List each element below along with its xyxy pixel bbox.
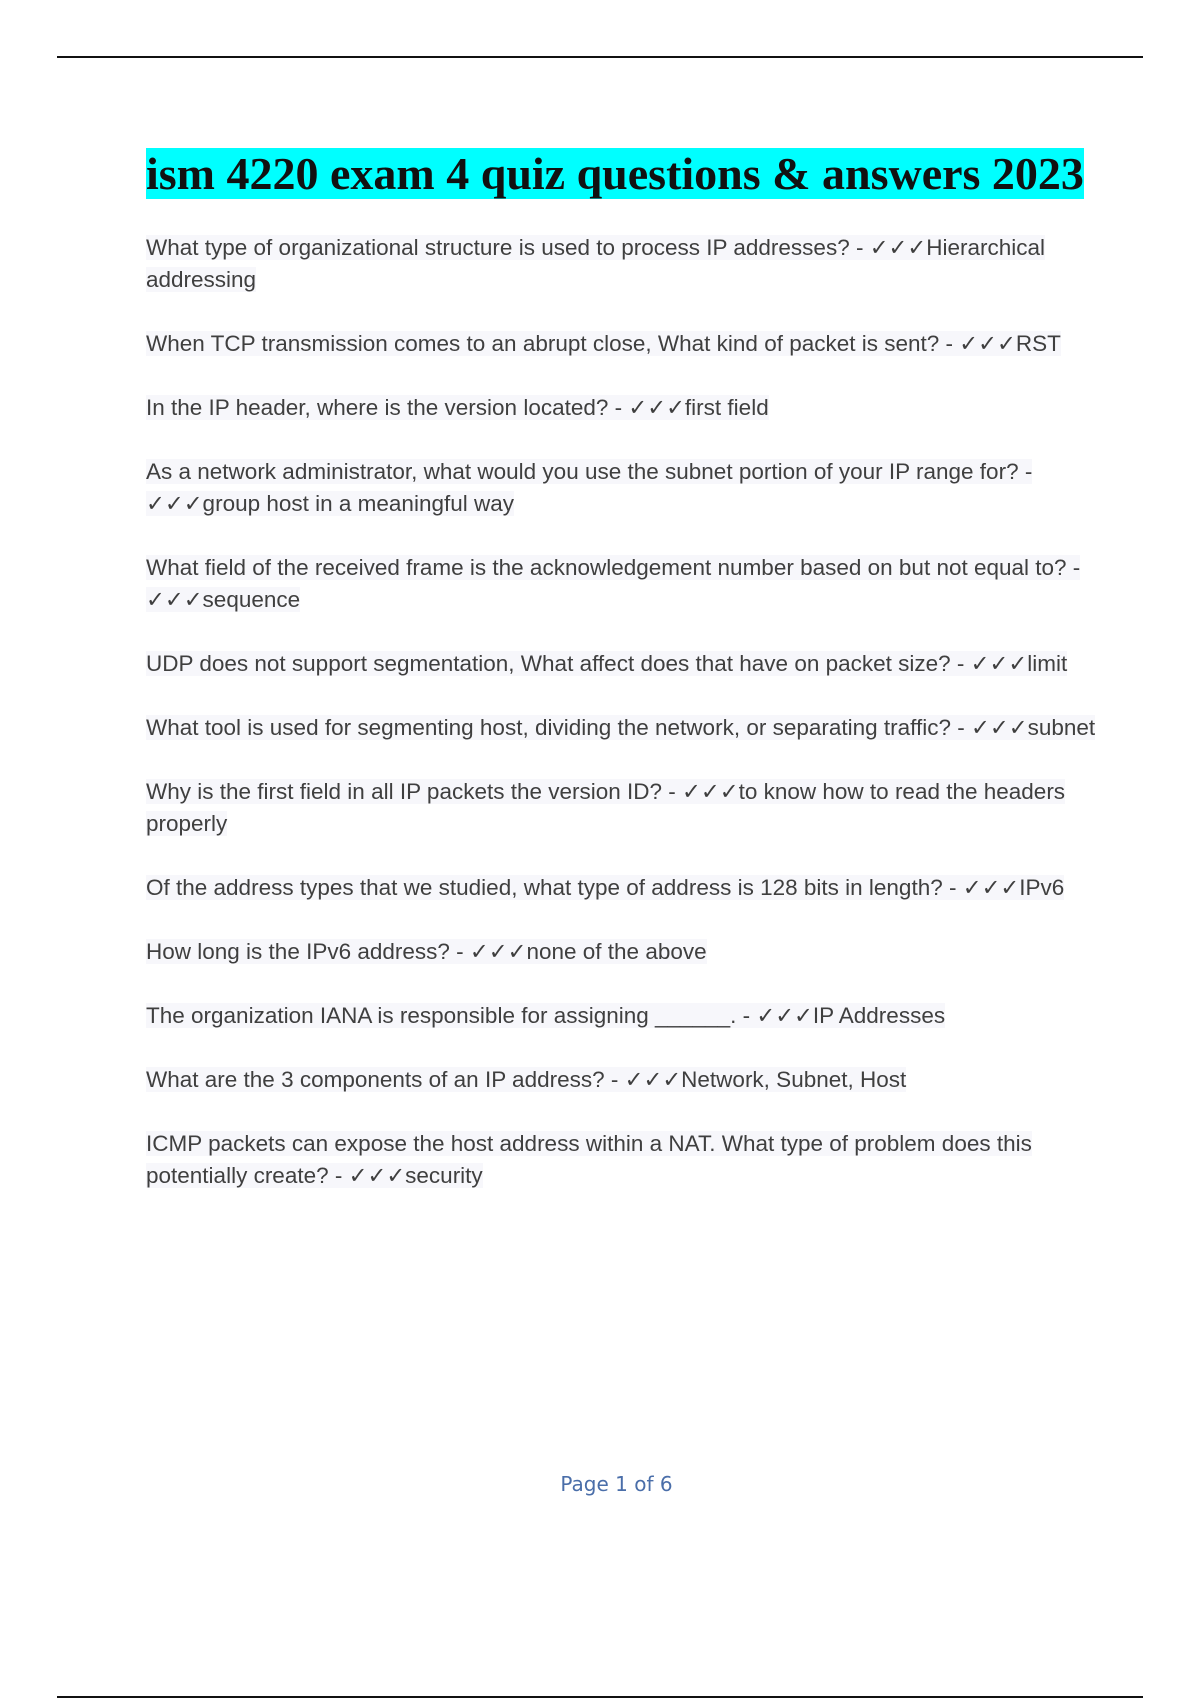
- qa-item-7: What tool is used for segmenting host, dividing the network, or separating traffic? - ✓✓✓subnet: [146, 715, 1096, 740]
- qa-item-10: How long is the IPv6 address? - ✓✓✓none of the above: [146, 939, 707, 964]
- document-title: [146, 146, 1096, 202]
- qa-item-8: Why is the first field in all IP packets the version ID? - ✓✓✓to know how to read the headers properly: [146, 779, 1066, 836]
- qa-item-13: ICMP packets can expose the host address within a NAT. What type of problem does this potentially create? - ✓✓✓security: [146, 1131, 1032, 1188]
- page-number-footer: Page 1 of 6: [560, 1472, 673, 1496]
- qa-item-3: In the IP header, where is the version located? - ✓✓✓first field: [146, 395, 769, 420]
- qa-item-11: The organization IANA is responsible for assigning ______. - ✓✓✓IP Addresses: [146, 1003, 946, 1028]
- page-content: [146, 146, 1096, 1224]
- qa-item-1: What type of organizational structure is used to process IP addresses? - ✓✓✓Hierarchical addressing: [146, 235, 1046, 292]
- qa-item-9: Of the address types that we studied, what type of address is 128 bits in length? - ✓✓✓IPv6: [146, 875, 1065, 900]
- qa-item-2: When TCP transmission comes to an abrupt close, What kind of packet is sent? - ✓✓✓RST: [146, 331, 1061, 356]
- qa-item-12: What are the 3 components of an IP address? - ✓✓✓Network, Subnet, Host: [146, 1067, 907, 1092]
- qa-item-4: As a network administrator, what would you use the subnet portion of your IP range for? - ✓✓✓group host in a meaningful way: [146, 459, 1033, 516]
- bottom-rule: [57, 1696, 1143, 1698]
- qa-item-5: What field of the received frame is the acknowledgement number based on but not equal to? - ✓✓✓sequence: [146, 555, 1081, 612]
- top-rule: [57, 56, 1143, 58]
- qa-item-6: UDP does not support segmentation, What affect does that have on packet size? - ✓✓✓limit: [146, 651, 1068, 676]
- title-highlight: ism 4220 exam 4 quiz questions & answers 2023: [146, 148, 1084, 199]
